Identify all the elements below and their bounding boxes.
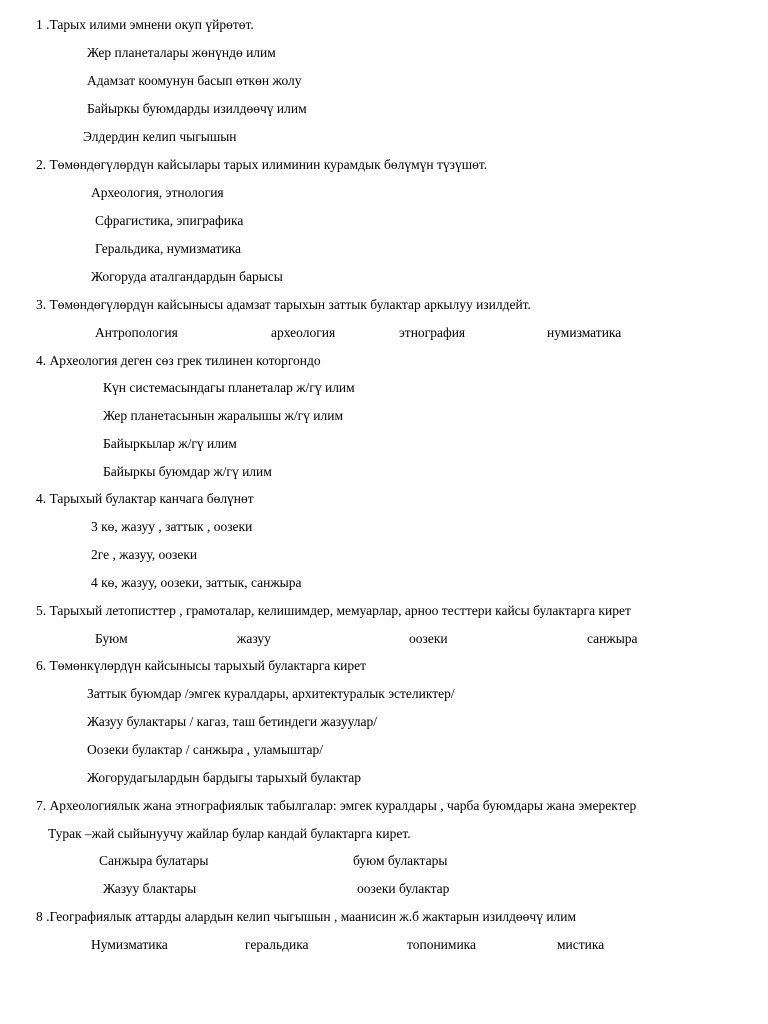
question-3-option-3: этнография (399, 325, 466, 340)
question-4b-option-2: 2ге , жазуу, оозеки (91, 547, 198, 562)
question-6-option-2: Жазуу булактары / кагаз, таш бетиндеги жазуулар/ (87, 714, 377, 729)
question-2-option-1: Археология, этнология (91, 185, 224, 200)
question-7-option-1: Санжыра булатары (99, 853, 209, 868)
question-8-option-2: геральдика (245, 937, 309, 952)
question-8-option-3: топонимика (407, 937, 477, 952)
question-6-text: 6. Төмөнкүлөрдүн кайсынысы тарыхый булактарга кирет (36, 658, 367, 673)
question-4a-option-1: Күн системасындагы планеталар ж/гү илим (103, 380, 355, 395)
question-1-option-3: Байыркы буюмдарды изилдөөчү илим (87, 101, 307, 116)
question-8-text: 8 .Географиялык аттарды алардын келип чыгышын , маанисин ж.б жактарын изилдөөчү илим (36, 909, 577, 924)
question-7-option-2: буюм булактары (353, 853, 448, 868)
question-5-option-1: Буюм (95, 631, 128, 646)
question-7-options-row-2 (0, 881, 768, 897)
question-7-options-row-1 (0, 853, 768, 869)
question-7-option-4: оозеки булактар (357, 881, 450, 896)
question-1-option-4: Элдердин келип чыгышын (83, 129, 237, 144)
question-5-option-2: жазуу (237, 631, 271, 646)
question-8-option-1: Нумизматика (91, 937, 168, 952)
question-6-option-3: Оозеки булактар / санжыра , уламыштар/ (87, 742, 323, 757)
question-3-text: 3. Төмөндөгүлөрдүн кайсынысы адамзат тарыхын заттык булактар аркылуу изилдейт. (36, 297, 531, 312)
question-2-text: 2. Төмөндөгүлөрдүн кайсылары тарых илиминин курамдык бөлүмүн түзүшөт. (36, 157, 488, 172)
question-5-option-3: оозеки (409, 631, 448, 646)
question-4a-option-4: Байыркы буюмдар ж/гү илим (103, 464, 272, 479)
question-8-option-4: мистика (557, 937, 605, 952)
question-7-option-3: Жазуу блактары (103, 881, 197, 896)
question-2-option-3: Геральдика, нумизматика (95, 241, 241, 256)
question-7-text-continued: Турак –жай сыйынуучу жайлар булар кандай булактарга кирет. (48, 826, 411, 841)
question-4b-option-1: 3 кө, жазуу , заттык , оозеки (91, 519, 253, 534)
question-1-option-2: Адамзат коомунун басып өткөн жолу (87, 73, 302, 88)
question-3-options (0, 325, 768, 341)
question-4b-option-3: 4 кө, жазуу, оозеки, заттык, санжыра (91, 575, 302, 590)
question-6-option-4: Жогорудагылардын бардыгы тарыхый булактар (87, 770, 361, 785)
question-3-option-4: нумизматика (547, 325, 622, 340)
question-4a-text: 4. Археология деген сөз грек тилинен которгондо (36, 353, 321, 368)
question-8-options (0, 937, 768, 953)
question-6-option-1: Заттык буюмдар /эмгек куралдары, архитектуралык эстеликтер/ (87, 686, 455, 701)
question-7-text: 7. Археологиялык жана этнографиялык табылгалар: эмгек куралдары , чарба буюмдары жана эмеректер (36, 798, 637, 813)
question-2-option-4: Жогоруда аталгандардын барысы (91, 269, 283, 284)
question-4a-option-2: Жер планетасынын жаралышы ж/гү илим (103, 408, 344, 423)
question-5-options (0, 631, 768, 647)
question-3-option-1: Антропология (95, 325, 178, 340)
question-1-option-1: Жер планеталары жөнүндө илим (87, 45, 276, 60)
question-5-option-4: санжыра (587, 631, 638, 646)
question-4b-text: 4. Тарыхый булактар канчага бөлүнөт (36, 491, 254, 506)
question-5-text: 5. Тарыхый летописттер , грамоталар, келишимдер, мемуарлар, арноо тесттери кайсы булактарга кирет (36, 603, 631, 618)
question-3-option-2: археология (271, 325, 336, 340)
question-4a-option-3: Байыркылар ж/гү илим (103, 436, 237, 451)
question-2-option-2: Сфрагистика, эпиграфика (95, 213, 244, 228)
question-1-text: 1 .Тарых илими эмнени окуп үйрөтөт. (36, 17, 254, 32)
